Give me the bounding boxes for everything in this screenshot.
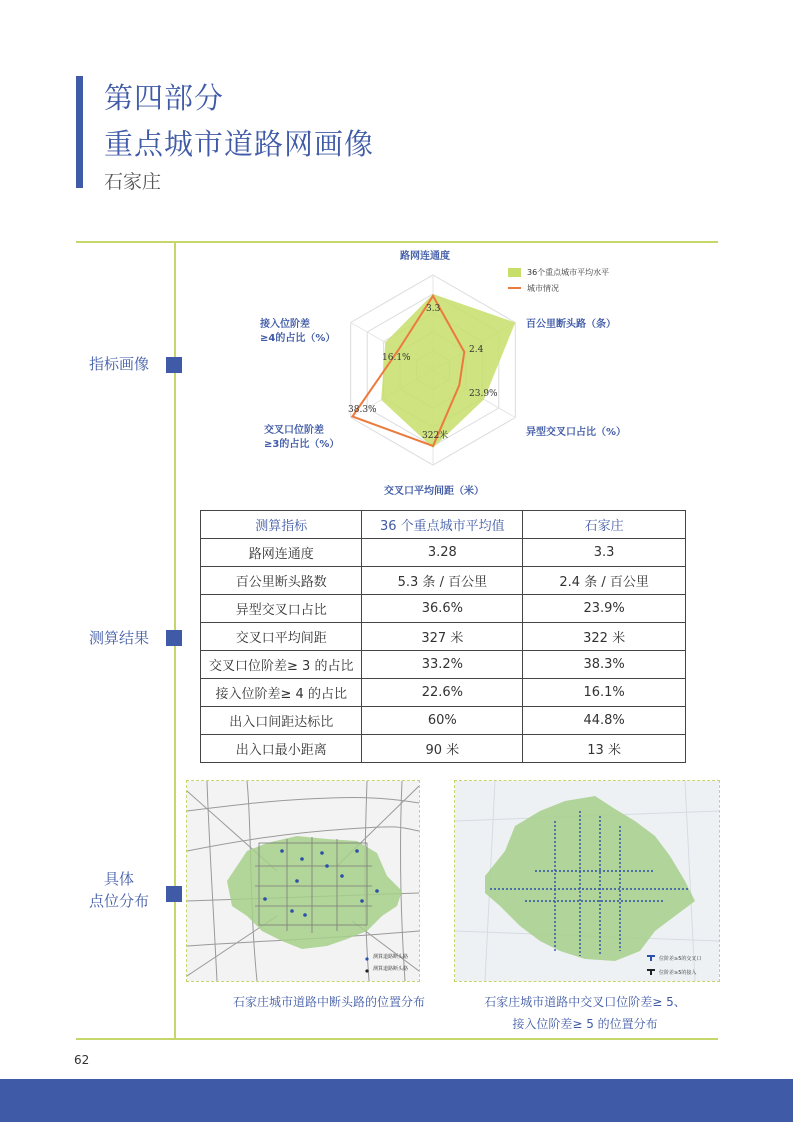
radar-series-average — [381, 294, 515, 448]
table-cell-indicator: 百公里断头路数 — [201, 567, 362, 595]
table-row — [201, 539, 686, 567]
table-cell-city: 23.9% — [523, 595, 686, 623]
table-cell-indicator: 交叉口位阶差≥ 3 的占比 — [201, 651, 362, 679]
table-header-city: 石家庄 — [523, 511, 686, 539]
radar-value-abnormal-intersections: 23.9% — [469, 389, 498, 399]
section-label-distribution-line1: 具体 — [103, 870, 134, 888]
table-row — [201, 707, 686, 735]
radar-axis-intersection-grade-line1: 交叉口位阶差 — [264, 425, 324, 436]
page-title: 重点城市道路网画像 — [104, 127, 375, 161]
map-grade-legend2: 位阶差≥5的接入 — [659, 970, 697, 976]
bottom-divider — [76, 1038, 718, 1040]
radar-axis-intersection-grade — [264, 424, 339, 452]
table-cell-indicator: 交叉口平均间距 — [201, 623, 362, 651]
title-accent-bar — [76, 76, 83, 188]
table-cell-city: 44.8% — [523, 707, 686, 735]
map-grade-caption-line1: 石家庄城市道路中交叉口位阶差≥ 5、 — [484, 995, 686, 1009]
section-marker-distribution — [166, 886, 182, 902]
radar-value-dead-ends: 2.4 — [469, 345, 484, 355]
table-cell-indicator: 异型交叉口占比 — [201, 595, 362, 623]
table-row — [201, 679, 686, 707]
table-cell-average: 36.6% — [362, 595, 523, 623]
radar-axis-dead-ends: 百公里断头路（条） — [526, 319, 616, 330]
results-table — [200, 510, 686, 763]
map-dead-ends-legend2: 测算道路断头路 — [373, 966, 409, 972]
radar-axis-intersection-grade-line2: ≥3的占比（%） — [264, 439, 340, 450]
table-cell-city: 38.3% — [523, 651, 686, 679]
radar-axis-access-grade-line2: ≥4的占比（%） — [260, 333, 336, 344]
legend-item-average — [508, 264, 609, 280]
map-dead-ends-svg — [187, 781, 419, 981]
radar-value-intersection-spacing: 322米 — [422, 431, 449, 441]
table-cell-city: 3.3 — [523, 539, 686, 567]
table-cell-average: 5.3 条 / 百公里 — [362, 567, 523, 595]
table-row — [201, 567, 686, 595]
section-marker-results — [166, 630, 182, 646]
table-cell-indicator: 路网连通度 — [201, 539, 362, 567]
map-grade-caption-line2: 接入位阶差≥ 5 的位置分布 — [512, 1017, 658, 1031]
city-subtitle: 石家庄 — [104, 171, 162, 193]
section-marker-indicator — [166, 357, 182, 373]
section-label-indicator: 指标画像 — [88, 355, 149, 373]
table-row — [201, 595, 686, 623]
table-row — [201, 623, 686, 651]
section-label-distribution-line2: 点位分布 — [88, 892, 149, 910]
radar-axis-access-grade-line1: 接入位阶差 — [260, 319, 310, 330]
legend-swatch-average — [508, 268, 521, 277]
table-cell-city: 2.4 条 / 百公里 — [523, 567, 686, 595]
table-cell-average: 327 米 — [362, 623, 523, 651]
table-cell-average: 90 米 — [362, 735, 523, 763]
radar-value-connectivity: 3.3 — [426, 304, 441, 314]
section-label-results: 测算结果 — [88, 629, 149, 647]
table-cell-indicator: 接入位阶差≥ 4 的占比 — [201, 679, 362, 707]
table-row — [201, 735, 686, 763]
radar-value-intersection-grade: 38.3% — [348, 405, 377, 415]
legend-label-average: 36个重点城市平均水平 — [527, 267, 610, 277]
map-grade-caption — [452, 991, 718, 1035]
map-dead-ends-legend1: 测算道路断头路 — [373, 954, 409, 960]
radar-axis-abnormal-intersections: 异型交叉口占比（%） — [526, 427, 627, 438]
footer-bar — [0, 1079, 793, 1122]
table-cell-average: 22.6% — [362, 679, 523, 707]
radar-legend — [508, 264, 609, 296]
map-dead-ends-caption: 石家庄城市道路中断头路的位置分布 — [232, 995, 425, 1009]
section-label-distribution — [74, 868, 164, 912]
radar-axis-access-grade — [260, 318, 335, 346]
table-header-indicator: 测算指标 — [201, 511, 362, 539]
legend-item-city — [508, 280, 609, 296]
radar-axis-intersection-spacing: 交叉口平均间距（米） — [384, 486, 484, 497]
table-cell-average: 33.2% — [362, 651, 523, 679]
map-grade-legend1: 位阶差≥5的交叉口 — [659, 956, 702, 962]
table-cell-city: 16.1% — [523, 679, 686, 707]
legend-swatch-city — [508, 287, 521, 289]
page-number: 62 — [74, 1053, 90, 1067]
part-title: 第四部分 — [104, 81, 225, 115]
map-grade-differences — [454, 780, 720, 982]
table-cell-indicator: 出入口最小距离 — [201, 735, 362, 763]
table-cell-indicator: 出入口间距达标比 — [201, 707, 362, 735]
legend-label-city: 城市情况 — [527, 283, 559, 293]
map-dead-ends — [186, 780, 420, 982]
table-cell-average: 3.28 — [362, 539, 523, 567]
radar-axis-connectivity: 路网连通度 — [400, 251, 450, 262]
map-grade-differences-svg — [455, 781, 719, 981]
table-cell-average: 60% — [362, 707, 523, 735]
table-row — [201, 651, 686, 679]
radar-value-access-grade: 16.1% — [382, 353, 411, 363]
table-cell-city: 13 米 — [523, 735, 686, 763]
table-header-average: 36 个重点城市平均值 — [362, 511, 523, 539]
table-header-row — [201, 511, 686, 539]
table-cell-city: 322 米 — [523, 623, 686, 651]
